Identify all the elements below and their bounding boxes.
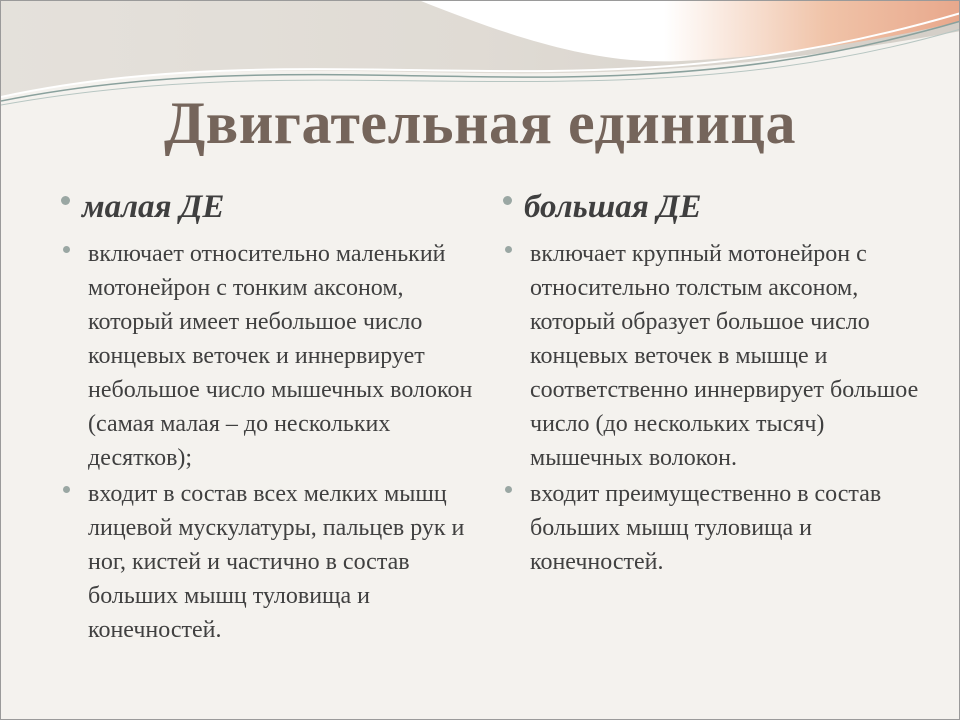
bullet-icon (505, 246, 512, 253)
list-item (59, 477, 479, 647)
item-text: включает относительно маленький мотонейрон с тонким аксоном, который имеет небольшое число концевых веточек и иннервирует небольшое число мышечных волокон (самая малая – до нескольких десятков); (88, 241, 473, 471)
column-large-motor-unit (501, 187, 921, 581)
slide-title: Двигательная единица (164, 90, 796, 156)
item-text: входит в состав всех мелких мышц лицевой мускулатуры, пальцев рук и ног, кистей и частично в состав больших мышц туловища и конечностей. (88, 481, 465, 643)
bullet-icon (505, 486, 512, 493)
heading-text: малая ДЕ (82, 189, 225, 225)
list-item (59, 237, 479, 475)
list-item (501, 237, 921, 475)
item-text: входит преимущественно в состав больших мышц туловища и конечностей. (530, 481, 882, 575)
item-text: включает крупный мотонейрон с относительно толстым аксоном, который образует большое число концевых веточек в мышце и соответственно иннервирует большое число (до нескольких тысяч) мышечных волокон. (530, 241, 919, 471)
list-item (501, 477, 921, 579)
bullet-icon (61, 196, 70, 205)
bullet-icon (503, 196, 512, 205)
heading-small-motor-unit (59, 187, 479, 227)
bullet-icon (63, 486, 70, 493)
bullet-icon (63, 246, 70, 253)
heading-text: большая ДЕ (524, 189, 702, 225)
column-small-motor-unit (59, 187, 479, 649)
heading-large-motor-unit (501, 187, 921, 227)
